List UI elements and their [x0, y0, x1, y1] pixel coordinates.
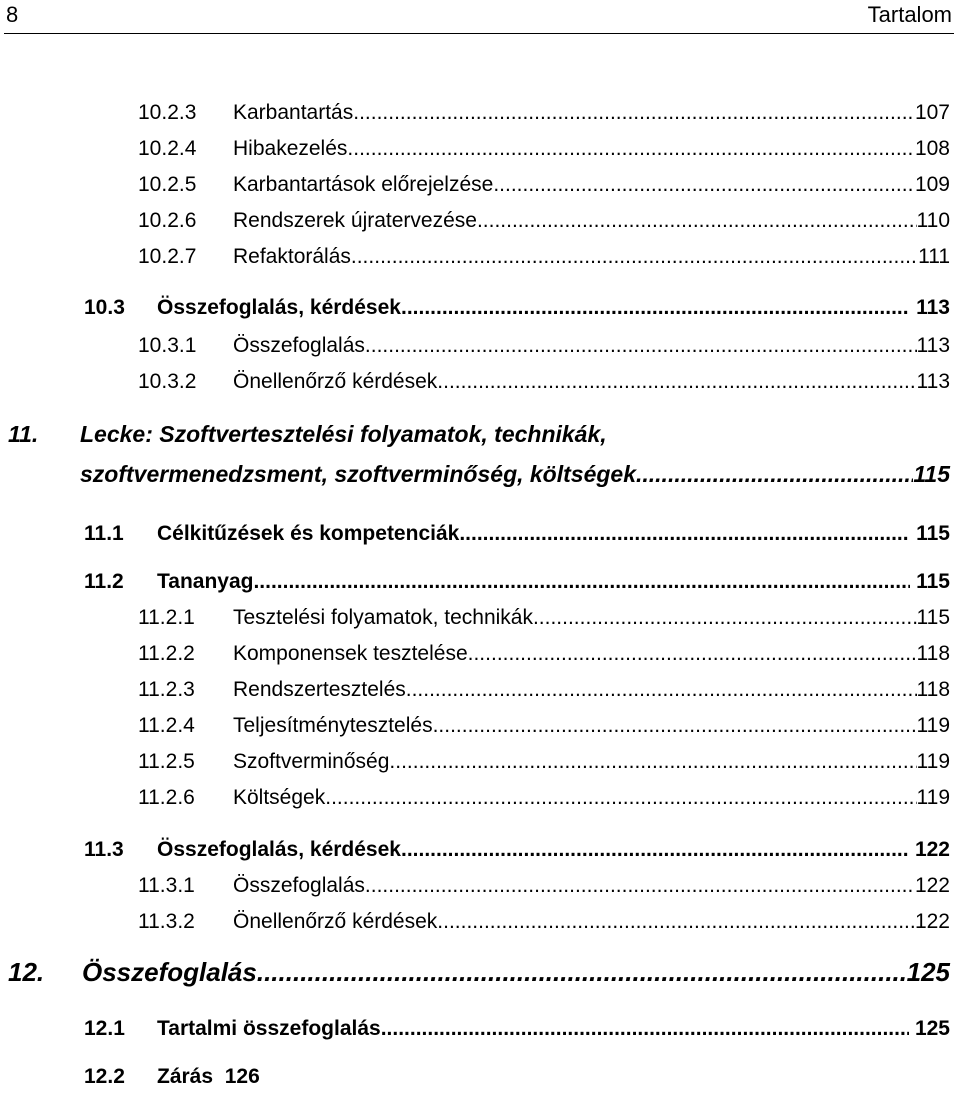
toc-entry-page: 115 — [916, 522, 950, 545]
dot-leader — [459, 522, 910, 546]
toc-entry-page: 125 — [914, 1017, 950, 1040]
dot-leader — [401, 296, 910, 320]
toc-entry-page: 118 — [916, 642, 950, 665]
dot-leader — [365, 874, 915, 898]
toc-entry-number: 11. — [8, 421, 39, 447]
toc-entry-page: 115 — [916, 570, 950, 593]
dot-leader — [493, 173, 915, 197]
toc-entry-number: 10.3 — [84, 296, 125, 319]
toc-entry-number: 10.2.5 — [138, 173, 197, 196]
toc-entry-page: 119 — [916, 786, 950, 809]
dot-leader — [433, 714, 917, 738]
dot-leader — [351, 245, 918, 269]
dot-leader — [347, 137, 915, 161]
toc-entry-page: 115 — [916, 606, 950, 629]
toc-entry-number: 12.2 — [84, 1065, 125, 1088]
toc-entry-title: Komponensek tesztelése — [233, 642, 468, 665]
toc-entry-title: Rendszertesztelés — [233, 678, 406, 701]
dot-leader — [365, 334, 917, 358]
toc-chapter-line1[interactable] — [8, 421, 607, 447]
toc-entry-title: Szoftverminőség — [233, 750, 390, 773]
toc-entry-title: Rendszerek újratervezése — [233, 209, 477, 232]
toc-entry[interactable] — [138, 137, 950, 161]
toc-entry-page: 119 — [916, 714, 950, 737]
toc-entry-title: Karbantartások előrejelzése — [233, 173, 494, 196]
toc-entry-page: 111 — [918, 245, 950, 268]
page-number: 8 — [6, 2, 19, 27]
toc-entry-page: 110 — [916, 209, 950, 232]
toc-entry-title: Összefoglalás, kérdések — [157, 296, 401, 319]
toc-entry-title: Összefoglalás — [82, 957, 257, 987]
toc-entry[interactable] — [138, 606, 950, 630]
dot-leader — [253, 570, 910, 594]
toc-entry-page: 125 — [906, 957, 950, 987]
toc-entry-page: 119 — [916, 750, 950, 773]
toc-entry-number: 11.2.3 — [138, 678, 195, 701]
toc-entry-page: 118 — [916, 678, 950, 701]
toc-entry-section[interactable] — [84, 1065, 260, 1089]
toc-entry-page: 107 — [914, 101, 950, 124]
toc-entry-page: 113 — [916, 296, 950, 319]
toc-entry[interactable] — [138, 786, 950, 810]
toc-entry-title: Célkitűzések és kompetenciák — [157, 522, 460, 545]
toc-entry-section[interactable] — [84, 1017, 950, 1041]
toc-entry-page: 126 — [224, 1065, 260, 1088]
toc-entry-title: Költségek — [233, 786, 326, 809]
toc-entry-section[interactable] — [84, 838, 950, 862]
toc-entry-number: 11.2.2 — [138, 642, 195, 665]
toc-entry-title: Tananyag — [157, 570, 254, 593]
toc-entry[interactable] — [138, 714, 950, 738]
toc-entry-number: 10.2.7 — [138, 245, 197, 268]
toc-chapter-line2[interactable] — [80, 461, 950, 487]
toc-entry-title: Tartalmi összefoglalás — [157, 1017, 381, 1040]
toc-entry-number: 12. — [8, 957, 45, 987]
toc-entry-section[interactable] — [84, 522, 950, 546]
header-rule — [4, 33, 954, 34]
toc-entry-number: 10.3.1 — [138, 334, 197, 357]
dot-leader — [353, 101, 915, 125]
toc-entry-number: 11.2 — [84, 570, 124, 593]
toc-entry[interactable] — [138, 750, 950, 774]
toc-entry-page: 113 — [916, 334, 950, 357]
dot-leader — [406, 678, 917, 702]
dot-leader — [636, 461, 913, 487]
toc-entry-title: Önellenőrző kérdések — [233, 370, 438, 393]
toc-entry-number: 12.1 — [84, 1017, 125, 1040]
toc-entry-number: 11.2.6 — [138, 786, 195, 809]
toc-entry-section[interactable] — [84, 296, 950, 320]
toc-entry-title: Lecke: Szoftvertesztelési folyamatok, technikák, — [80, 421, 607, 447]
toc-entry[interactable] — [138, 910, 950, 934]
page-header — [0, 0, 960, 36]
toc-entry-title: Refaktorálás — [233, 245, 351, 268]
toc-entry-title: Hibakezelés — [233, 137, 348, 160]
toc-entry[interactable] — [138, 101, 950, 125]
dot-leader — [437, 370, 916, 394]
toc-entry-number: 11.3.2 — [138, 910, 195, 933]
dot-leader — [325, 786, 916, 810]
toc-entry-title: Tesztelési folyamatok, technikák — [233, 606, 533, 629]
toc-entry[interactable] — [138, 370, 950, 394]
toc-entry[interactable] — [138, 245, 950, 269]
dot-leader — [437, 910, 915, 934]
dot-leader — [257, 958, 907, 988]
dot-leader — [381, 1017, 909, 1041]
toc-entry-number: 11.1 — [84, 522, 124, 545]
toc-entry-number: 10.2.6 — [138, 209, 197, 232]
dot-leader — [533, 606, 917, 630]
toc-entry-title: Önellenőrző kérdések — [233, 910, 438, 933]
toc-entry-title: Teljesítménytesztelés — [233, 714, 433, 737]
toc-entry[interactable] — [138, 209, 950, 233]
toc-entry[interactable] — [138, 334, 950, 358]
toc-entry-number: 11.2.5 — [138, 750, 195, 773]
toc-entry-title: Karbantartás — [233, 101, 354, 124]
toc-entry-title: Zárás — [157, 1065, 214, 1088]
toc-entry-page: 122 — [914, 838, 950, 861]
toc-entry[interactable] — [138, 173, 950, 197]
toc-entry-page: 108 — [914, 137, 950, 160]
toc-entry-number: 11.3.1 — [138, 874, 195, 897]
toc-entry-number: 10.2.4 — [138, 137, 197, 160]
toc-chapter[interactable] — [8, 958, 950, 988]
toc-entry-title: Összefoglalás, kérdések — [157, 838, 401, 861]
toc-entry[interactable] — [138, 642, 950, 666]
toc-entry[interactable] — [138, 678, 950, 702]
running-head-title: Tartalom — [867, 2, 952, 27]
toc-entry-section[interactable] — [84, 570, 950, 594]
dot-leader — [468, 642, 917, 666]
toc-entry-title: Összefoglalás — [233, 334, 365, 357]
toc-entry-page: 122 — [914, 910, 950, 933]
toc-entry-page: 109 — [914, 173, 950, 196]
dot-leader — [477, 209, 917, 233]
toc-entry-title: szoftvermenedzsment, szoftverminőség, költségek — [80, 461, 636, 487]
toc-entry-number: 10.2.3 — [138, 101, 197, 124]
toc-entry-page: 122 — [914, 874, 950, 897]
toc-entry-page: 113 — [916, 370, 950, 393]
dot-leader — [401, 838, 909, 862]
dot-leader — [389, 750, 916, 774]
toc-entry-number: 11.2.1 — [138, 606, 195, 629]
toc-entry-number: 10.3.2 — [138, 370, 197, 393]
toc-entry-number: 11.3 — [84, 838, 124, 861]
toc-entry-number: 11.2.4 — [138, 714, 195, 737]
toc-entry-page: 115 — [913, 461, 950, 487]
toc-entry-title: Összefoglalás — [233, 874, 365, 897]
toc-entry[interactable] — [138, 874, 950, 898]
